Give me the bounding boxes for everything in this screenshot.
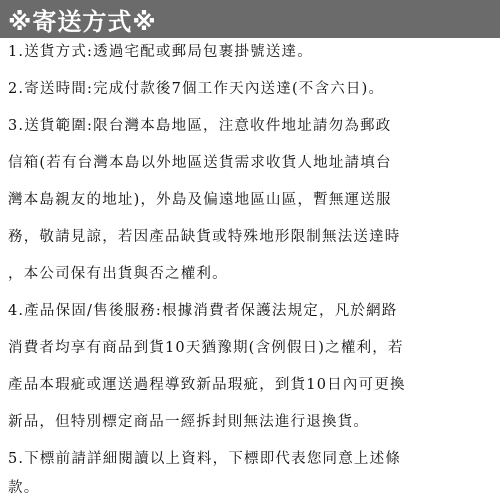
- term-line: 3.送貨範圍:限台灣本島地區，注意收件地址請勿為郵政: [8, 118, 392, 134]
- term-line: 信箱(若有台灣本島以外地區送貨需求收貨人地址請填台: [8, 155, 392, 171]
- term-line: ，本公司保有出貨與否之權利。: [8, 266, 228, 282]
- term-line: 款。: [8, 480, 40, 496]
- term-line: 務，敬請見諒，若因產品缺貨或特殊地形限制無法送達時: [8, 229, 401, 245]
- term-line: 產品本瑕疵或運送過程導致新品瑕疵，到貨10日內可更換: [8, 377, 406, 393]
- term-line: 2.寄送時間:完成付款後7個工作天內送達(不含六日)。: [8, 81, 385, 97]
- term-line: 消費者均享有商品到貨10天猶豫期(含例假日)之權利，若: [8, 340, 404, 356]
- term-line: 新品，但特別標定商品一經拆封則無法進行退換貨。: [8, 414, 370, 430]
- term-line: 5.下標前請詳細閱讀以上資料，下標即代表您同意上述條: [8, 451, 402, 467]
- section-header: [0, 0, 500, 38]
- term-line: 灣本島親友的地址)，外島及偏遠地區山區，暫無運送服: [8, 192, 392, 208]
- term-line: 1.送貨方式:透過宅配或郵局包裹掛號送達。: [8, 44, 313, 60]
- section-title: ※寄送方式※: [8, 7, 157, 36]
- term-line: 4.產品保固/售後服務:根據消費者保護法規定，凡於網路: [8, 303, 398, 319]
